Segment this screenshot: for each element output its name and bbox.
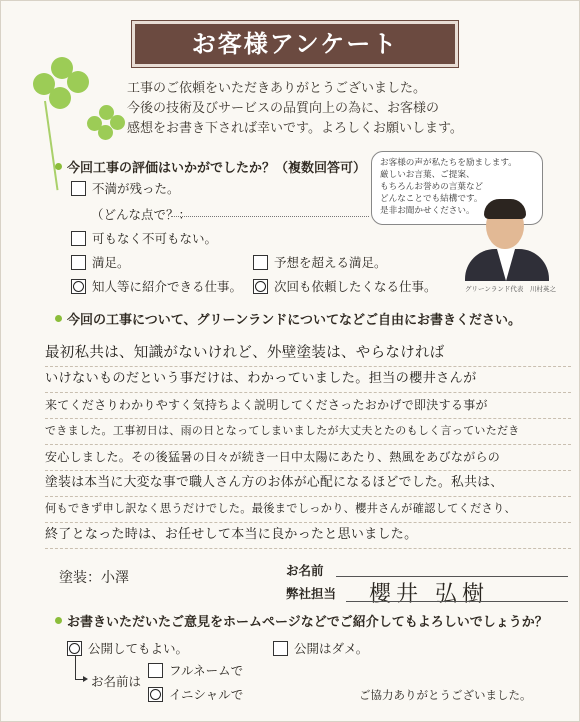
option-initials[interactable] (148, 685, 243, 703)
painter-note: 塗装：小澤 (59, 570, 129, 586)
option-label: イニシャルで (169, 687, 244, 702)
option-label: フルネームで (169, 663, 244, 678)
comment-line: 来てくださりわかりやすく気持ちよく説明してくださったおかげで即決する事が (45, 393, 571, 419)
arrow-right-icon (83, 676, 88, 682)
which-point-field[interactable] (171, 216, 369, 217)
option-repeat[interactable] (253, 277, 437, 295)
checkbox[interactable] (253, 255, 268, 270)
page-title (132, 21, 458, 67)
checkbox[interactable] (273, 641, 288, 656)
comment-line: 塗装は本当に大変な事で職人さん方のお体が心配になるほどでした。私共は、 (45, 471, 571, 497)
option-label: お名前は (91, 674, 142, 689)
checkbox[interactable] (148, 663, 163, 678)
bubble-line: 是非お聞かせください。 (380, 206, 475, 216)
name-format-label (91, 672, 141, 690)
comment-line: できました。工事初日は、雨の日となってしまいましたが大丈夫とたのもしく言っていただき (45, 419, 571, 445)
comment-line: 終了となった時は、お任せして本当に良かったと思いました。 (45, 523, 571, 549)
clover-small-icon (87, 105, 127, 141)
option-neutral[interactable] (71, 229, 217, 247)
comment-line: いけないものだという事だけは、わかっていました。担当の櫻井さんが (45, 367, 571, 393)
name-label: お名前 (286, 563, 324, 578)
bullet-icon (55, 617, 62, 624)
checkbox-checked[interactable] (148, 687, 163, 702)
comment-line: 最初私共は、知識がないけれど、外壁塗装は、やらなければ (45, 341, 571, 367)
q3-heading (55, 611, 548, 630)
q1-heading-text: 今回工事の評価はいかがでしたか？（複数回答可） (67, 161, 367, 176)
q1-heading (55, 157, 366, 176)
intro-line: 今後の技術及びサービスの品質向上の為に、お客様の (127, 101, 440, 116)
bullet-icon (55, 163, 62, 170)
staff-value: 櫻井 弘樹 (369, 582, 489, 607)
q2-heading-text: 今回の工事について、グリーンランドについてなどご自由にお書きください。 (67, 313, 521, 328)
bubble-line: 厳しいお言葉、ご提案、 (380, 170, 475, 180)
checkbox[interactable] (71, 231, 86, 246)
option-label: 満足。 (92, 255, 130, 270)
option-exceeded[interactable] (253, 253, 387, 271)
staff-label: 弊社担当 (286, 586, 337, 601)
q2-heading (55, 309, 521, 328)
option-publish-ok[interactable] (67, 639, 188, 657)
checkbox-checked[interactable] (67, 641, 82, 656)
clover-stem (44, 101, 59, 190)
president-caption: グリーンランド代表 川村英之 (465, 285, 556, 293)
checkbox[interactable] (71, 255, 86, 270)
option-full-name[interactable] (148, 661, 243, 679)
staff-field[interactable] (346, 601, 568, 602)
option-dissatisfied[interactable] (71, 179, 180, 197)
option-label: 可もなく不可もない。 (92, 231, 218, 246)
option-label: 不満が残った。 (92, 181, 180, 196)
q3-heading-text: お書きいただいたご意見をホームページなどでご紹介してもよろしいでしょうか？ (67, 615, 548, 630)
clover-large-icon (33, 57, 93, 113)
bubble-line: どんなことでも結構です。 (380, 194, 483, 204)
option-label: 知人等に紹介できる仕事。 (92, 279, 243, 294)
thanks-text: ご協力ありがとうございました。 (359, 688, 532, 702)
option-label: 公開してもよい。 (88, 641, 189, 656)
option-satisfied[interactable] (71, 253, 130, 271)
option-publish-no[interactable] (273, 639, 368, 657)
intro-line: 感想をお書き下されば幸いです。よろしくお願いします。 (127, 121, 463, 136)
option-label: 公開はダメ。 (294, 641, 369, 656)
intro-line: 工事のご依頼をいただきありがとうございました。 (127, 81, 427, 96)
option-label: 次回も依頼したくなる仕事。 (274, 279, 437, 294)
bubble-line: もちろんお誉めの言葉など (380, 182, 484, 192)
page-title-text: お客様アンケート (191, 30, 399, 58)
option-which-point (91, 205, 191, 223)
president-photo (461, 195, 553, 281)
checkbox-checked[interactable] (71, 279, 86, 294)
option-label: （どんな点で？： (91, 207, 192, 222)
comment-area (45, 341, 571, 549)
checkbox-checked[interactable] (253, 279, 268, 294)
checkbox[interactable] (71, 181, 86, 196)
arrow-line (75, 656, 76, 680)
comment-line: 安心しました。その後猛暑の日々が続き一日中太陽にあたり、熱風をあびながらの (45, 445, 571, 471)
bubble-line: お客様の声が私たちを励まします。 (380, 158, 517, 168)
option-label: 予想を超える満足。 (274, 255, 387, 270)
option-introduce[interactable] (71, 277, 242, 295)
intro-text (127, 79, 557, 139)
bullet-icon (55, 315, 62, 322)
comment-line: 何もできず申し訳なく思うだけでした。最後までしっかり、櫻井さんが確認してくださり、 (45, 497, 571, 523)
